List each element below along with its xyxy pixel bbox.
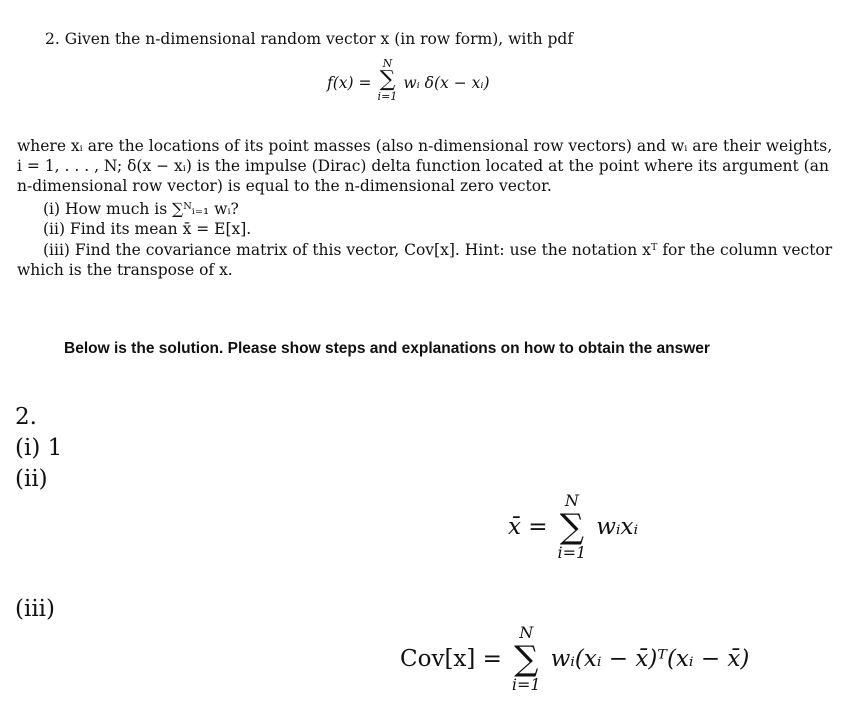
cov-lhs: Cov[x] = [400, 646, 510, 672]
mean-lhs: x̄ = [508, 514, 555, 540]
para-line-1: where xᵢ are the locations of its point masses (also n-dimensional row vectors) and wᵢ are their weights, [17, 137, 833, 155]
pdf-sum-bottom: i=1 [377, 90, 398, 103]
pdf-equation [327, 57, 490, 103]
pdf-sum [376, 58, 398, 102]
question-iii-cont: which is the transpose of x. [17, 261, 233, 279]
question-i: (i) How much is ∑ᴺᵢ₌₁ wᵢ? [43, 200, 239, 218]
mean-sum-bottom: i=1 [557, 543, 587, 562]
cov-sum [509, 624, 543, 694]
cov-equation [400, 624, 749, 694]
cov-sum-bottom: i=1 [511, 675, 541, 694]
sigma-symbol: ∑ [514, 639, 539, 679]
para-line-2: i = 1, . . . , N; δ(x − xᵢ) is the impulse (Dirac) delta function located at the point where its argument (an [17, 157, 829, 175]
question-iii: (iii) Find the covariance matrix of this vector, Cov[x]. Hint: use the notation xᵀ for the column vector [43, 241, 833, 259]
solution-number: 2. [15, 404, 37, 430]
mean-term: wᵢxᵢ [596, 514, 639, 540]
instruction-text: Below is the solution. Please show steps and explanations on how to obtain the answer [64, 340, 710, 357]
sigma-symbol: ∑ [379, 67, 396, 92]
question-ii: (ii) Find its mean x̄ = E[x]. [43, 220, 252, 238]
solution-part-iii: (iii) [15, 596, 56, 622]
pdf-sum-top: N [382, 57, 393, 70]
sigma-symbol: ∑ [559, 507, 585, 547]
pdf-lhs: f(x) = [327, 74, 377, 92]
cov-term: wᵢ(xᵢ − x̄)ᵀ(xᵢ − x̄) [550, 646, 750, 672]
solution-part-i: (i) 1 [15, 435, 63, 461]
mean-equation [508, 492, 638, 562]
mean-sum [555, 492, 589, 562]
pdf-term: wᵢ δ(x − xᵢ) [403, 74, 490, 92]
para-line-3: n-dimensional row vector) is equal to the n-dimensional zero vector. [17, 177, 552, 195]
solution-part-ii: (ii) [15, 466, 48, 492]
cov-sum-top: N [519, 623, 534, 642]
mean-sum-top: N [564, 491, 579, 510]
problem-heading: 2. Given the n-dimensional random vector x (in row form), with pdf [45, 30, 574, 48]
